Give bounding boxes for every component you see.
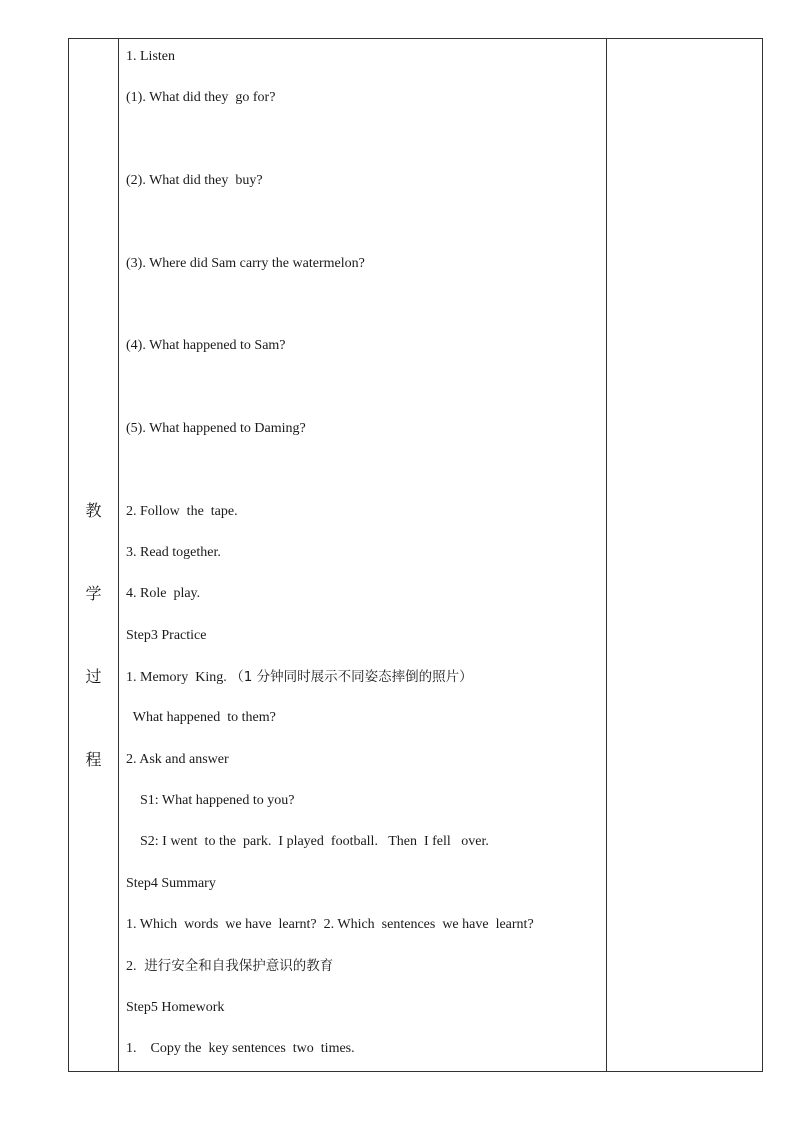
- text-line: 1. Which words we have learnt? 2. Which sentences we have learnt?: [126, 917, 534, 932]
- text-line: Step4 Summary: [126, 876, 216, 891]
- text-line: 4. Role play.: [126, 586, 201, 601]
- text-line: (2). What did they buy?: [126, 173, 263, 188]
- section-label-char: 教: [85, 501, 102, 520]
- column-divider-right: [606, 39, 607, 1071]
- text-line: (1). What did they go for?: [126, 90, 276, 105]
- section-label-char: 程: [85, 750, 102, 769]
- text-line: (4). What happened to Sam?: [126, 338, 286, 353]
- text-line: 1. Memory King. （1 分钟同时展示不同姿态摔倒的照片）: [126, 669, 473, 685]
- text-line: 2. 进行安全和自我保护意识的教育: [126, 958, 334, 974]
- text-line: (5). What happened to Daming?: [126, 421, 306, 436]
- text-line: (3). Where did Sam carry the watermelon?: [126, 256, 365, 271]
- lesson-table: [68, 38, 763, 1072]
- text-line: Step3 Practice: [126, 628, 207, 643]
- text-line: S2: I went to the park. I played football. Then I fell over.: [126, 834, 489, 849]
- section-label-column: [69, 39, 118, 1071]
- column-divider-left: [118, 39, 119, 1071]
- text-line: 3. Read together.: [126, 545, 221, 560]
- section-label-char: 学: [85, 584, 102, 603]
- text-line: 2. Follow the tape.: [126, 504, 238, 519]
- text-line: S1: What happened to you?: [126, 793, 295, 808]
- text-line: 2. Ask and answer: [126, 752, 229, 767]
- text-line: 1. Listen: [126, 49, 175, 64]
- text-line: 1. Copy the key sentences two times.: [126, 1041, 355, 1056]
- section-label-char: 过: [85, 667, 102, 686]
- text-line: What happened to them?: [126, 710, 276, 725]
- text-line: Step5 Homework: [126, 1000, 225, 1015]
